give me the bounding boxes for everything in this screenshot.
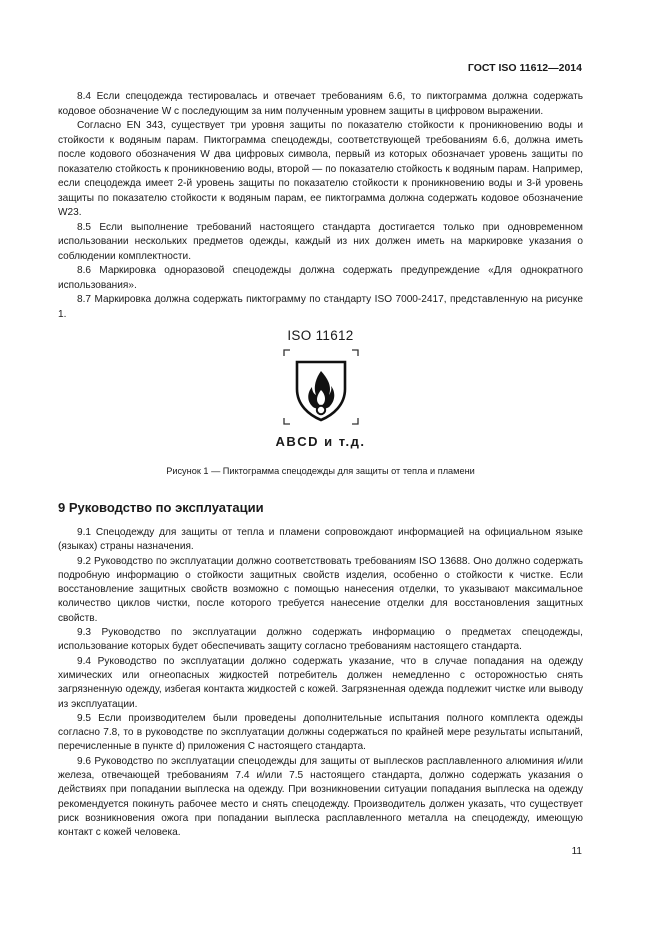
- figure-code-line: ABCD и т.д.: [275, 434, 366, 449]
- paragraph-9-6: 9.6 Руководство по эксплуатации спецодежды для защиты от выплесков расплавленного алюминия и/или железа, отвечающей требованиям 7.4 и/или 7.5 настоящего стандарта, должно содержать указания о действиях при попадании выплеска на одежду. При возникновении ситуации попадания выплеска на одежду рекомендуется покинуть рабочее место и снять спецодежду. Производитель должен указать, что существует риск возникновения ожога при попадании выплеска расплавленного металла на спецодежду, имеющую контакт с кожей человека.: [58, 755, 583, 839]
- figure-caption: Рисунок 1 — Пиктограмма спецодежды для защиты от тепла и пламени: [166, 466, 475, 476]
- body-text: [58, 90, 583, 322]
- page-number: 11: [571, 846, 582, 857]
- section-9-text: [58, 526, 583, 841]
- figure-1: [58, 328, 583, 476]
- paragraph-en343: Согласно EN 343, существует три уровня защиты по показателю стойкости к проникновению воды и стойкости к водяным парам. Пиктограмма спецодежды, соответствующей требованиям 6.6, должна иметь после кодового обозначения W два цифровых символа, первый из которых обозначает уровень защиты по показателю стойкость к проникновению воды, второй — по показателю стойкость к водяным парам. Например, если спецодежда имеет 2-й уровень защиты по показателю стойкости к проникновению воды и 3-й уровень защиты по показателю стойкости к водяным парам, ее пиктограмма должна содержать кодовое обозначение W23.: [58, 120, 583, 218]
- document-header-standard: ГОСТ ISO 11612—2014: [467, 62, 582, 74]
- paragraph-8-4: 8.4 Если спецодежда тестировалась и отвечает требованиям 6.6, то пиктограмма должна содержать кодовое обозначение W с последующим за ним полученным уровнем защиты в цифровом выражении.: [58, 91, 583, 117]
- paragraph-8-6: 8.6 Маркировка одноразовой спецодежды должна содержать предупреждение «Для однократного использования».: [58, 265, 583, 291]
- paragraph-9-4: 9.4 Руководство по эксплуатации должно содержать указание, что в случае попадания на одежду химических или огнеопасных жидкостей потребитель должен немедленно с осторожностью снять загрязненную одежду, избегая контакта жидкостей с кожей. Загрязненная одежда подлежит чистке или выводу из эксплуатации.: [58, 655, 583, 710]
- paragraph-9-3: 9.3 Руководство по эксплуатации должно содержать информацию о предметах спецодежды, использование которых будет обеспечивать защиту согласно требованиям настоящего стандарта.: [58, 627, 583, 653]
- paragraph-8-7: 8.7 Маркировка должна содержать пиктограмму по стандарту ISO 7000-2417, представленную на рисунке 1.: [58, 294, 583, 320]
- paragraph-9-5: 9.5 Если производителем были проведены дополнительные испытания полного комплекта одежды согласно 7.8, то в руководстве по эксплуатации должны содержаться по крайней мере результаты испытаний, перечисленные в пункте d) приложения С настоящего стандарта.: [58, 712, 583, 753]
- section-9-title: 9 Руководство по эксплуатации: [58, 500, 264, 515]
- paragraph-9-2: 9.2 Руководство по эксплуатации должно соответствовать требованиям ISO 13688. Оно должно содержать подробную информацию о стойкости защитных свойств изделия, особенно о стойкости к чистке. Если восстановление защитных свойств возможно с помощью нанесения отделки, то указывают максимальное количество циклов чистки, после которого требуется нанесение отделки для восстановления защитных свойств.: [58, 555, 583, 624]
- figure-iso-label: ISO 11612: [287, 328, 354, 343]
- paragraph-8-5: 8.5 Если выполнение требований настоящего стандарта достигается только при одновременном использовании нескольких предметов одежды, каждый из них должен иметь на маркировке указания о соблюдении комплектности.: [58, 221, 583, 262]
- paragraph-9-1: 9.1 Спецодежду для защиты от тепла и пламени сопровождают информацией на официальном языке (языках) страны назначения.: [58, 527, 583, 553]
- flame-shield-icon: [283, 349, 359, 425]
